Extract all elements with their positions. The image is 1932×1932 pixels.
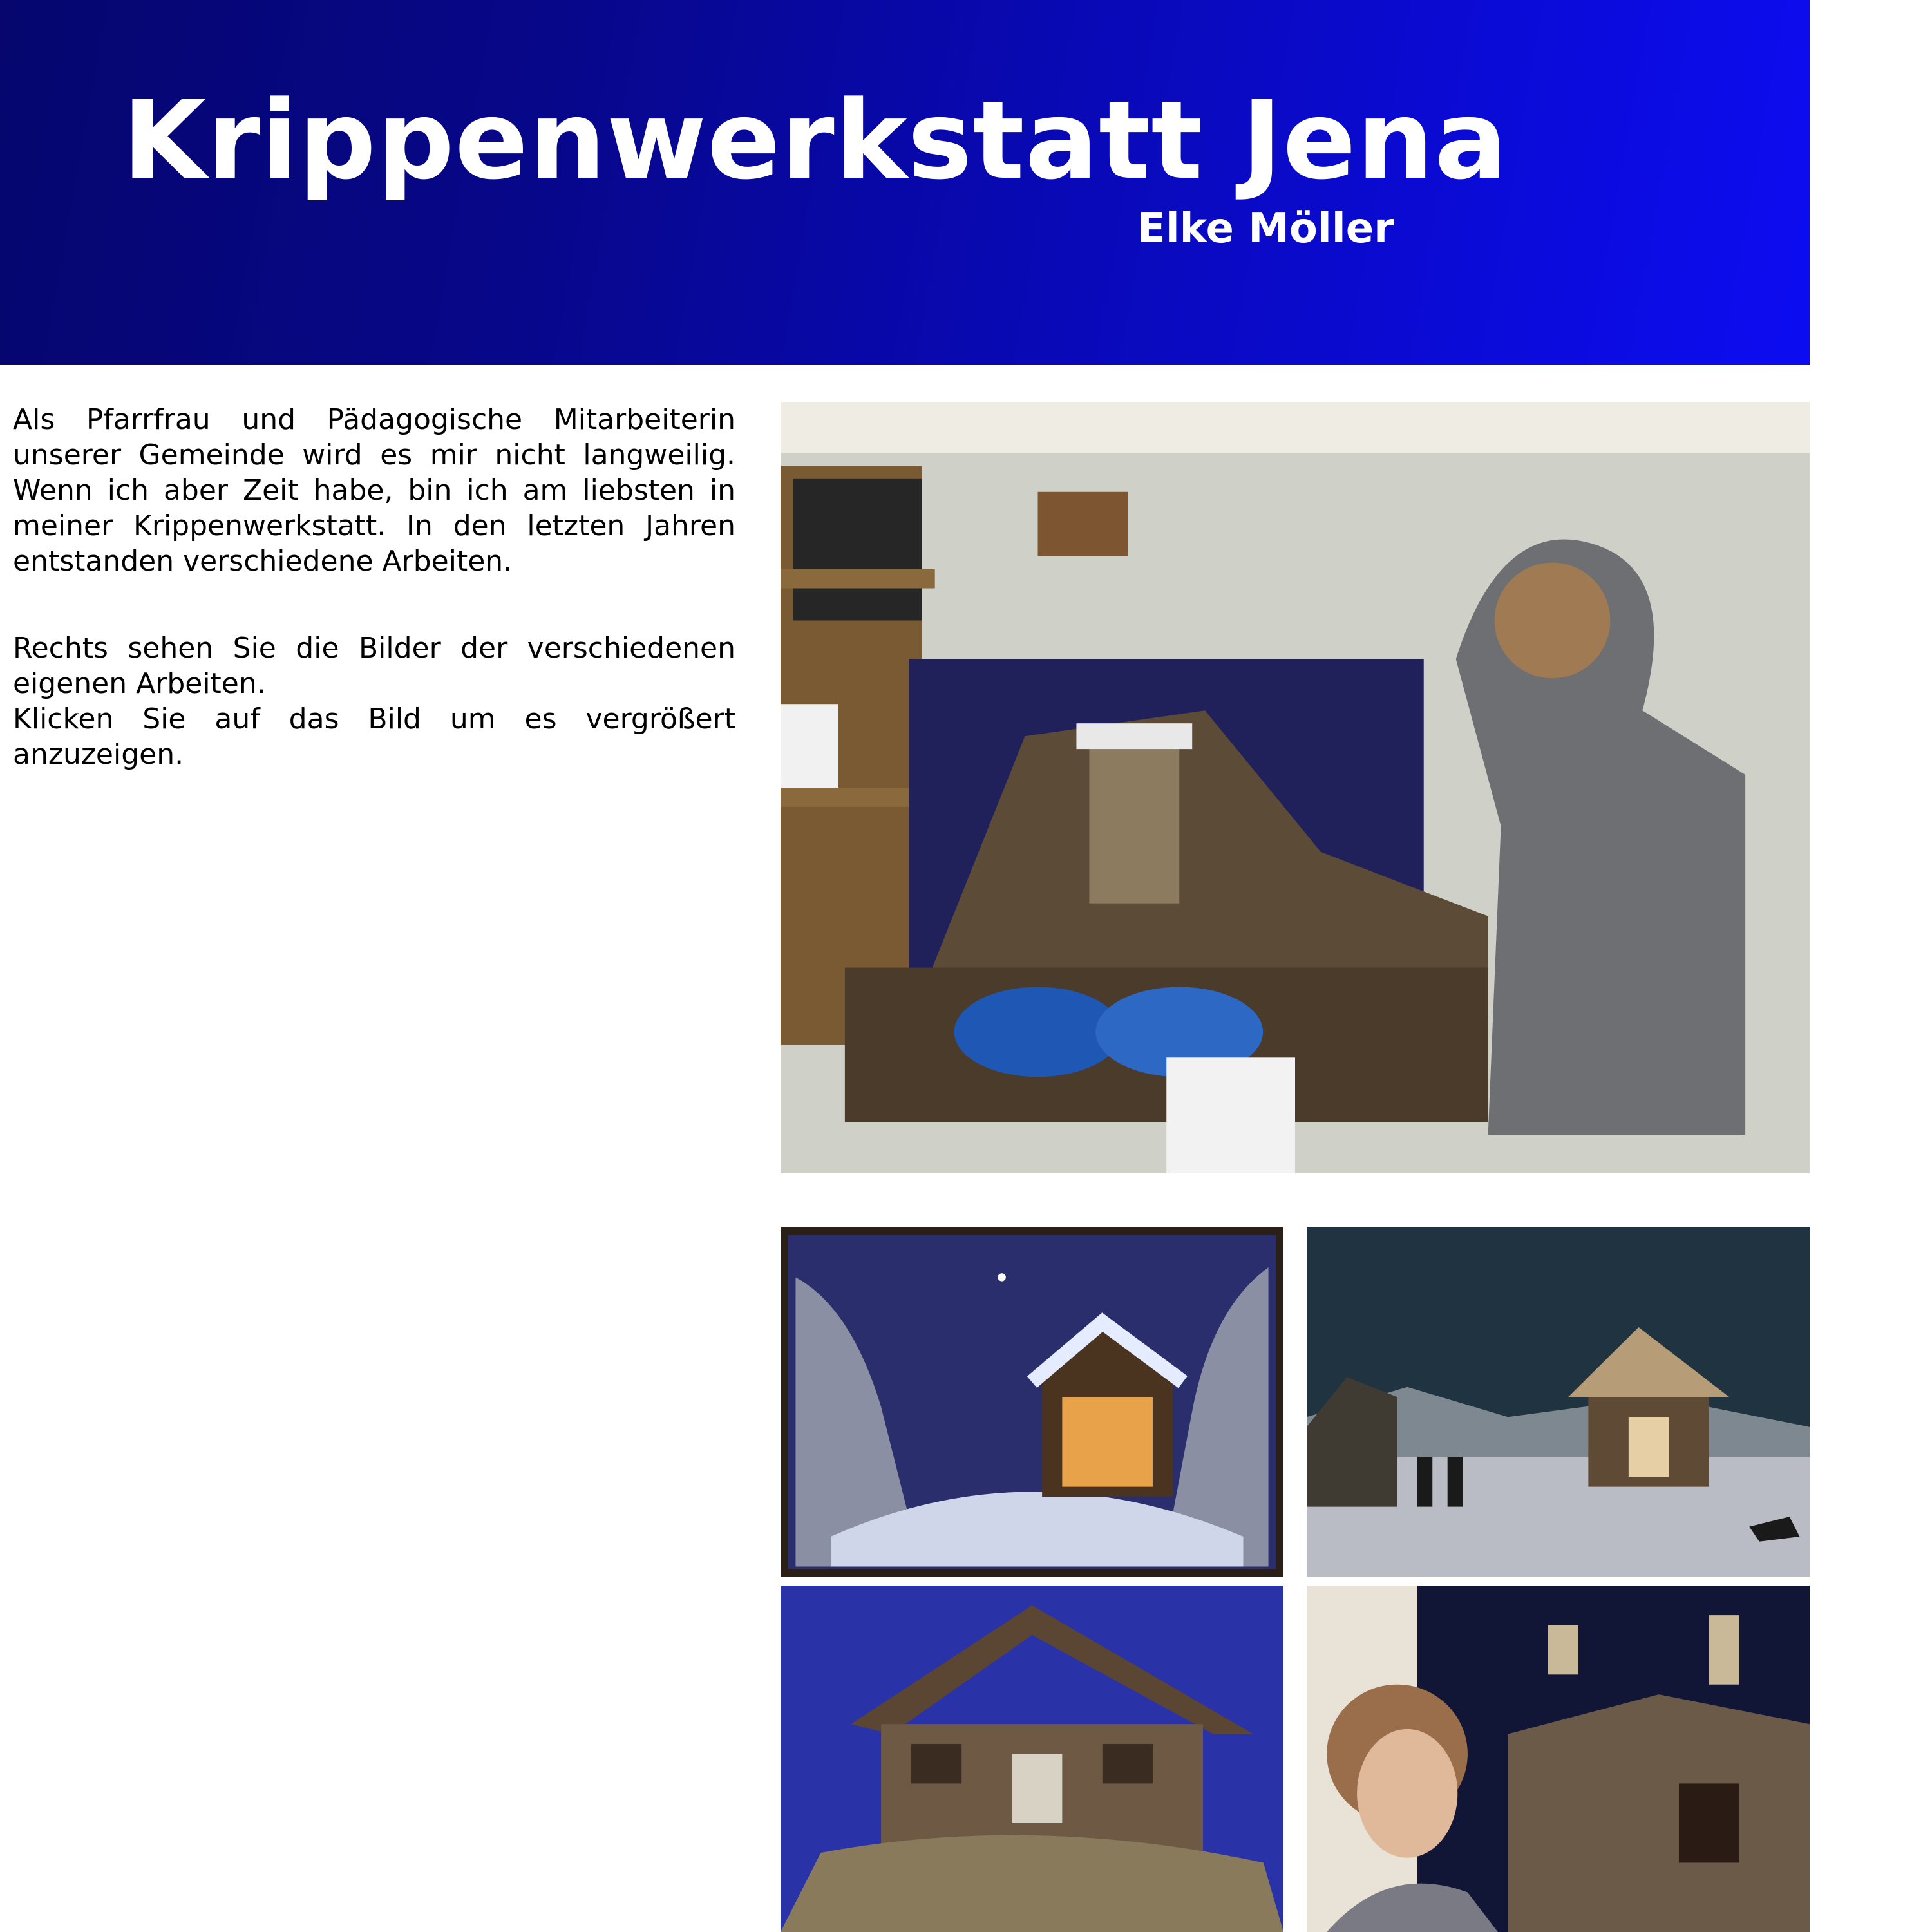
gallery-photo-round-hut-image [1307,1227,1810,1577]
gallery-photo-alpine-house[interactable] [781,1586,1283,1932]
intro-paragraph-3: Klicken Sie auf das Bild um es vergrößert anzuzeigen. [13,703,735,771]
workshop-photo[interactable] [781,402,1810,1173]
gallery-photo-winter-nativity[interactable] [781,1227,1283,1577]
gallery-photo-alpine-house-image [781,1586,1283,1932]
gallery-photo-artist-working-image [1307,1586,1810,1932]
workshop-photo-image [781,402,1810,1173]
intro-paragraph-2: Rechts sehen Sie die Bilder der verschiedenen eigenen Arbeiten. [13,632,735,700]
site-subtitle: Elke Möller [1137,205,1394,252]
intro-text [13,402,735,772]
site-title: Krippenwerkstatt Jena [122,77,1508,204]
intro-paragraph-1: Als Pfarrfrau und Pädagogische Mitarbeiterin unserer Gemeinde wird es mir nicht langweilig. Wenn ich aber Zeit habe, bin ich am liebsten in meiner Krippenwerkstatt. In den letzten Jahren entstanden verschiedene Arbeiten. [13,403,735,578]
gallery-photo-round-hut[interactable] [1307,1227,1810,1577]
gallery-photo-winter-nativity-image [781,1227,1283,1577]
header-banner [0,0,1810,365]
gallery-photo-artist-working[interactable] [1307,1586,1810,1932]
